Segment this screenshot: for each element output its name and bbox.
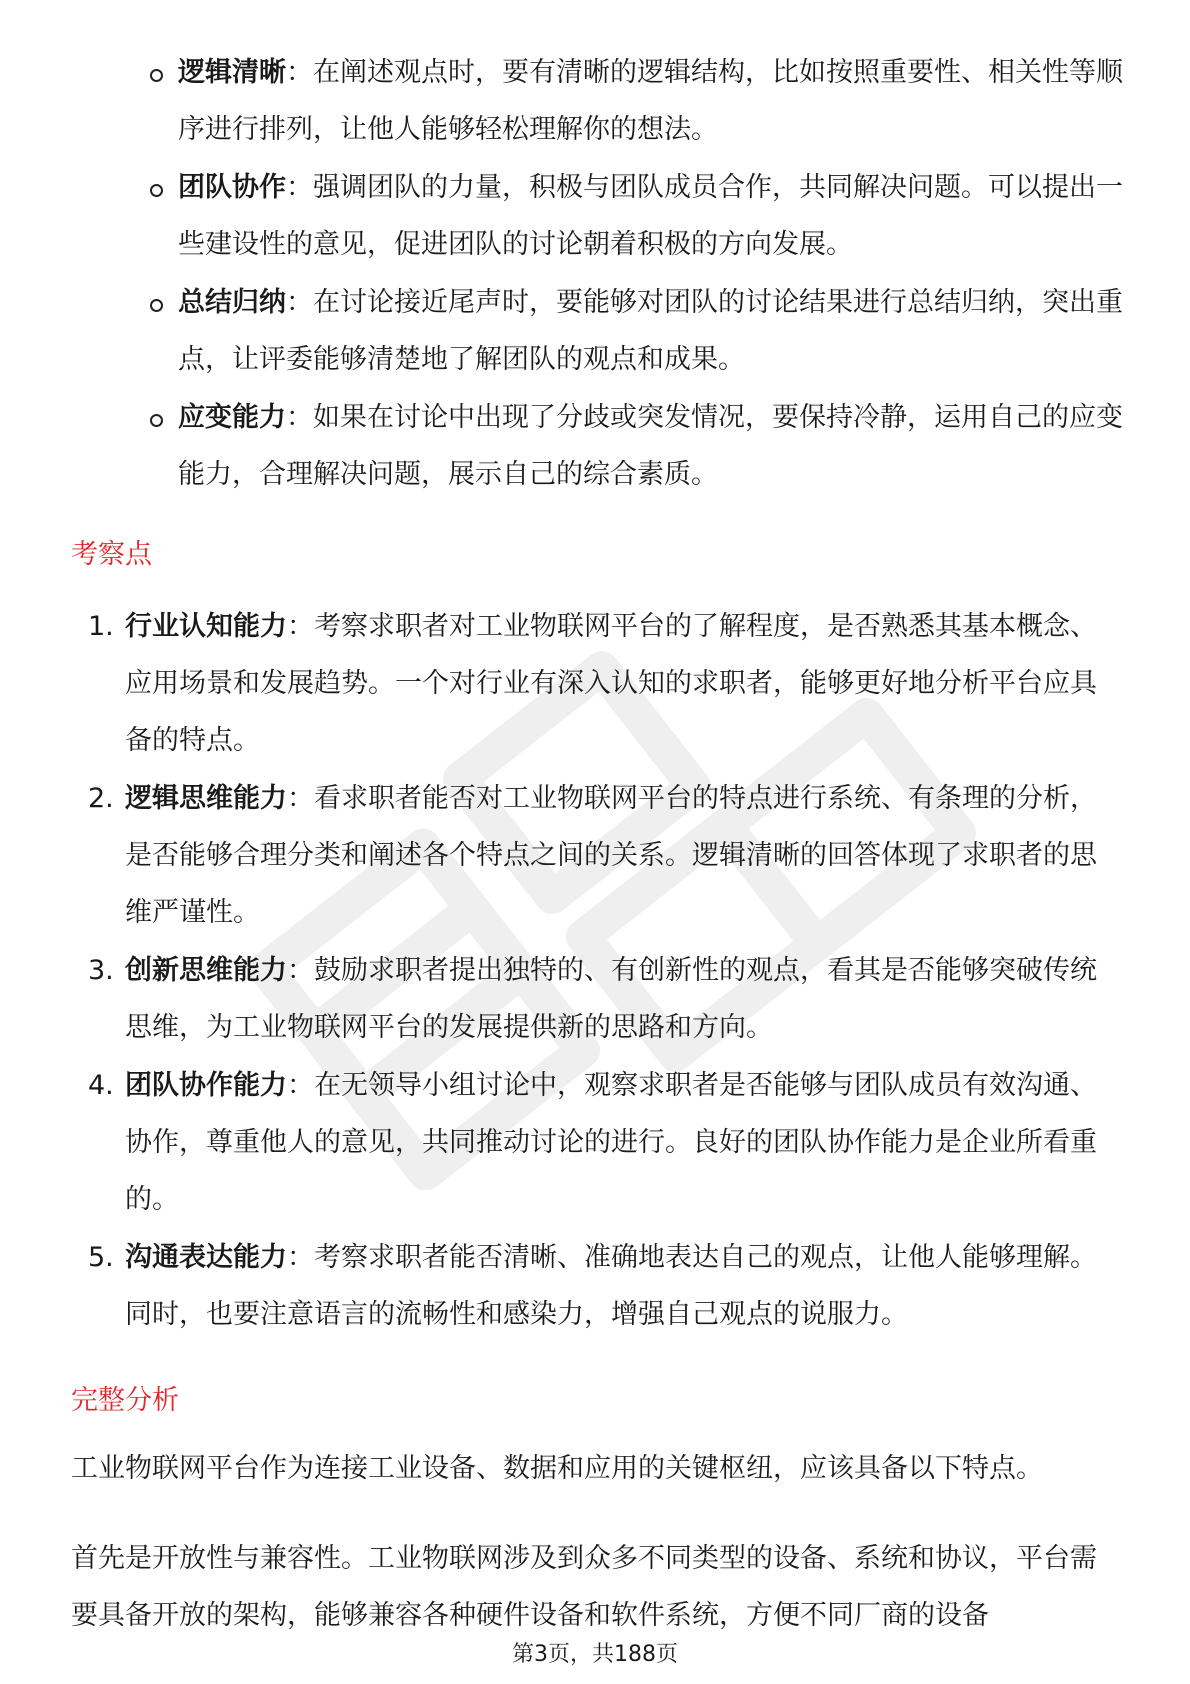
paragraph: 首先是开放性与兼容性。工业物联网涉及到众多不同类型的设备、系统和协议，平台需要具备开放的架构，能够兼容各种硬件设备和软件系统，方便不同厂商的设备	[71, 1543, 1097, 1631]
item-text: ：考察求职者对工业物联网平台的了解程度，是否熟悉其基本概念、应用场景和发展趋势。一个对行业有深入认知的求职者，能够更好地分析平台应具备的特点。	[125, 611, 1097, 756]
paragraph: 工业物联网平台作为连接工业设备、数据和应用的关键枢纽，应该具备以下特点。	[71, 1453, 1043, 1484]
item-number: 4.	[88, 1070, 114, 1101]
item-term: 行业认知能力	[125, 611, 287, 642]
section-heading-assessment: 考察点	[71, 539, 152, 570]
item-term: 创新思维能力	[125, 955, 287, 986]
list-item	[150, 389, 1130, 503]
item-number: 5.	[88, 1242, 114, 1273]
item-text: ：看求职者能否对工业物联网平台的特点进行系统、有条理的分析，是否能够合理分类和阐述各个特点之间的关系。逻辑清晰的回答体现了求职者的思维严谨性。	[125, 783, 1097, 928]
item-term: 逻辑清晰	[178, 57, 286, 88]
page-footer: 第3页，共188页	[512, 1642, 678, 1667]
list-item	[80, 770, 1120, 941]
list-item	[150, 44, 1130, 158]
item-text: ：鼓励求职者提出独特的、有创新性的观点，看其是否能够突破传统思维，为工业物联网平台的发展提供新的思路和方向。	[125, 955, 1097, 1043]
list-item	[150, 274, 1130, 388]
item-number: 1.	[88, 611, 114, 642]
item-term: 逻辑思维能力	[125, 783, 287, 814]
numbered-list	[80, 598, 1120, 1344]
bullet-list	[150, 44, 1130, 504]
item-text: ：在无领导小组讨论中，观察求职者是否能够与团队成员有效沟通、协作，尊重他人的意见，共同推动讨论的进行。良好的团队协作能力是企业所看重的。	[125, 1070, 1097, 1215]
item-term: 团队协作能力	[125, 1070, 287, 1101]
bullet-circle-icon	[150, 299, 163, 312]
item-number: 3.	[88, 955, 114, 986]
item-text: ：强调团队的力量，积极与团队成员合作，共同解决问题。可以提出一些建设性的意见，促进团队的讨论朝着积极的方向发展。	[178, 172, 1123, 260]
item-text: ：在讨论接近尾声时，要能够对团队的讨论结果进行总结归纳，突出重点，让评委能够清楚地了解团队的观点和成果。	[178, 287, 1123, 375]
section-heading-analysis: 完整分析	[71, 1385, 179, 1416]
item-number: 2.	[88, 783, 114, 814]
list-item	[150, 159, 1130, 273]
list-item	[80, 942, 1120, 1056]
list-item	[80, 598, 1120, 769]
item-term: 沟通表达能力	[125, 1242, 287, 1273]
bullet-circle-icon	[150, 69, 163, 82]
item-term: 总结归纳	[178, 287, 286, 318]
item-text: ：在阐述观点时，要有清晰的逻辑结构，比如按照重要性、相关性等顺序进行排列，让他人能够轻松理解你的想法。	[178, 57, 1123, 145]
bullet-circle-icon	[150, 414, 163, 427]
bullet-circle-icon	[150, 184, 163, 197]
item-text: ：如果在讨论中出现了分歧或突发情况，要保持冷静，运用自己的应变能力，合理解决问题，展示自己的综合素质。	[178, 402, 1123, 490]
list-item	[80, 1057, 1120, 1228]
item-text: ：考察求职者能否清晰、准确地表达自己的观点，让他人能够理解。同时，也要注意语言的流畅性和感染力，增强自己观点的说服力。	[125, 1242, 1097, 1330]
item-term: 团队协作	[178, 172, 286, 203]
item-term: 应变能力	[178, 402, 286, 433]
list-item	[80, 1229, 1120, 1343]
